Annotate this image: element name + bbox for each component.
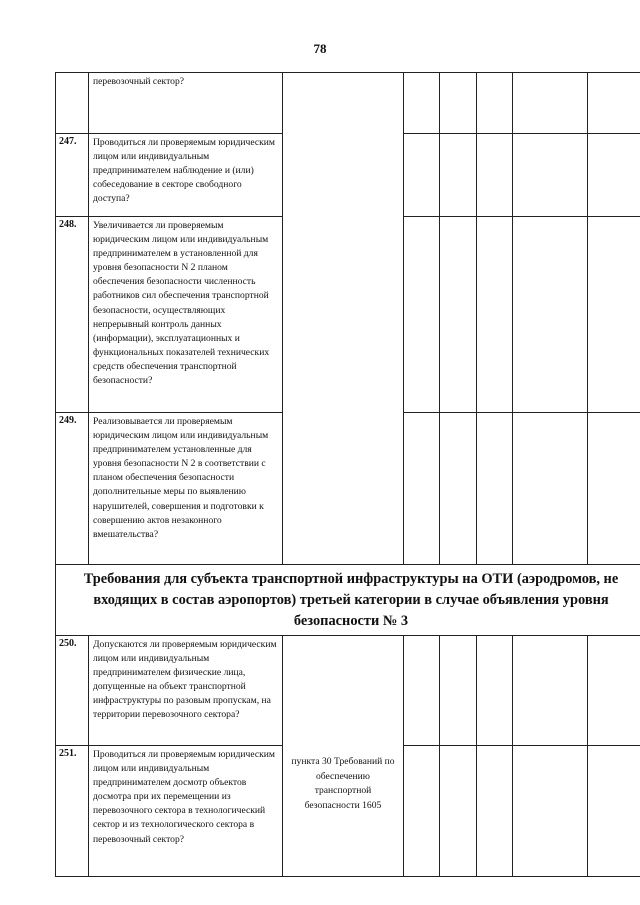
row-number: 251. xyxy=(56,746,89,877)
section-heading-row xyxy=(56,565,640,636)
answer-cell-no xyxy=(440,134,477,217)
answer-cell-no xyxy=(440,636,477,746)
question-text: Увеличивается ли проверяемым юридическим лицом или индивидуальным предпринимателем в установленной для уровня безопасности N 2 планом обеспечения безопасности численность работников сил обеспечения транспортной безопасности, осуществляющих непрерывный контроль данных (информации), эксплуатационных и функциональных показателей технических средств обеспечения транспортной безопасности? xyxy=(89,217,283,413)
answer-cell-na xyxy=(477,217,513,413)
question-text: Допускаются ли проверяемым юридическим лицом или индивидуальным предпринимателем физические лица, допущенные на объект транспортной инфраструктуры по разовым пропускам, на территории перевозочного сектора? xyxy=(89,636,283,746)
answer-cell-no xyxy=(440,746,477,877)
section-heading: Требования для субъекта транспортной инфраструктуры на ОТИ (аэродромов, не входящих в состав аэропортов) третьей категории в случае объявления уровня безопасности № 3 xyxy=(56,565,640,636)
requirement-cell-empty xyxy=(283,73,404,565)
comment-cell xyxy=(513,217,588,413)
question-text: Проводиться ли проверяемым юридическим лицом или индивидуальным предпринимателем наблюдение и (или) собеседование в секторе свободного доступа? xyxy=(89,134,283,217)
answer-cell-yes xyxy=(404,217,440,413)
note-cell xyxy=(588,746,640,877)
answer-cell-na xyxy=(477,413,513,565)
comment-cell xyxy=(513,636,588,746)
answer-cell-yes xyxy=(404,413,440,565)
row-number xyxy=(56,73,89,134)
row-number: 248. xyxy=(56,217,89,413)
answer-cell-na xyxy=(477,134,513,217)
checklist-table xyxy=(55,72,640,877)
answer-cell-no xyxy=(440,73,477,134)
note-cell xyxy=(588,73,640,134)
row-number: 250. xyxy=(56,636,89,746)
row-number: 249. xyxy=(56,413,89,565)
answer-cell-na xyxy=(477,73,513,134)
answer-cell-yes xyxy=(404,73,440,134)
page-number: 78 xyxy=(313,41,327,56)
answer-cell-yes xyxy=(404,746,440,877)
comment-cell xyxy=(513,413,588,565)
table-row xyxy=(56,636,640,746)
note-cell xyxy=(588,636,640,746)
question-text: Проводиться ли проверяемым юридическим лицом или индивидуальным предпринимателем досмотр объектов досмотра при их перемещении из перевозочного сектора в технологический сектор и из технологического сектора в перевозочный сектор? xyxy=(89,746,283,877)
answer-cell-no xyxy=(440,217,477,413)
note-cell xyxy=(588,134,640,217)
requirement-reference: пункта 30 Требований по обеспечению транспортной безопасности 1605 xyxy=(291,756,395,811)
requirement-reference-cell xyxy=(283,636,404,877)
comment-cell xyxy=(513,134,588,217)
answer-cell-yes xyxy=(404,134,440,217)
comment-cell xyxy=(513,746,588,877)
question-text: перевозочный сектор? xyxy=(89,73,283,134)
answer-cell-no xyxy=(440,413,477,565)
note-cell xyxy=(588,217,640,413)
comment-cell xyxy=(513,73,588,134)
note-cell xyxy=(588,413,640,565)
row-number: 247. xyxy=(56,134,89,217)
answer-cell-na xyxy=(477,636,513,746)
question-text: Реализовывается ли проверяемым юридическим лицом или индивидуальным предпринимателем установленные для уровня безопасности N 2 в соответствии с планом обеспечения безопасности дополнительные меры по выявлению нарушителей, совершения и подготовки к совершению актов незаконного вмешательства? xyxy=(89,413,283,565)
answer-cell-na xyxy=(477,746,513,877)
table-row xyxy=(56,73,640,134)
answer-cell-yes xyxy=(404,636,440,746)
